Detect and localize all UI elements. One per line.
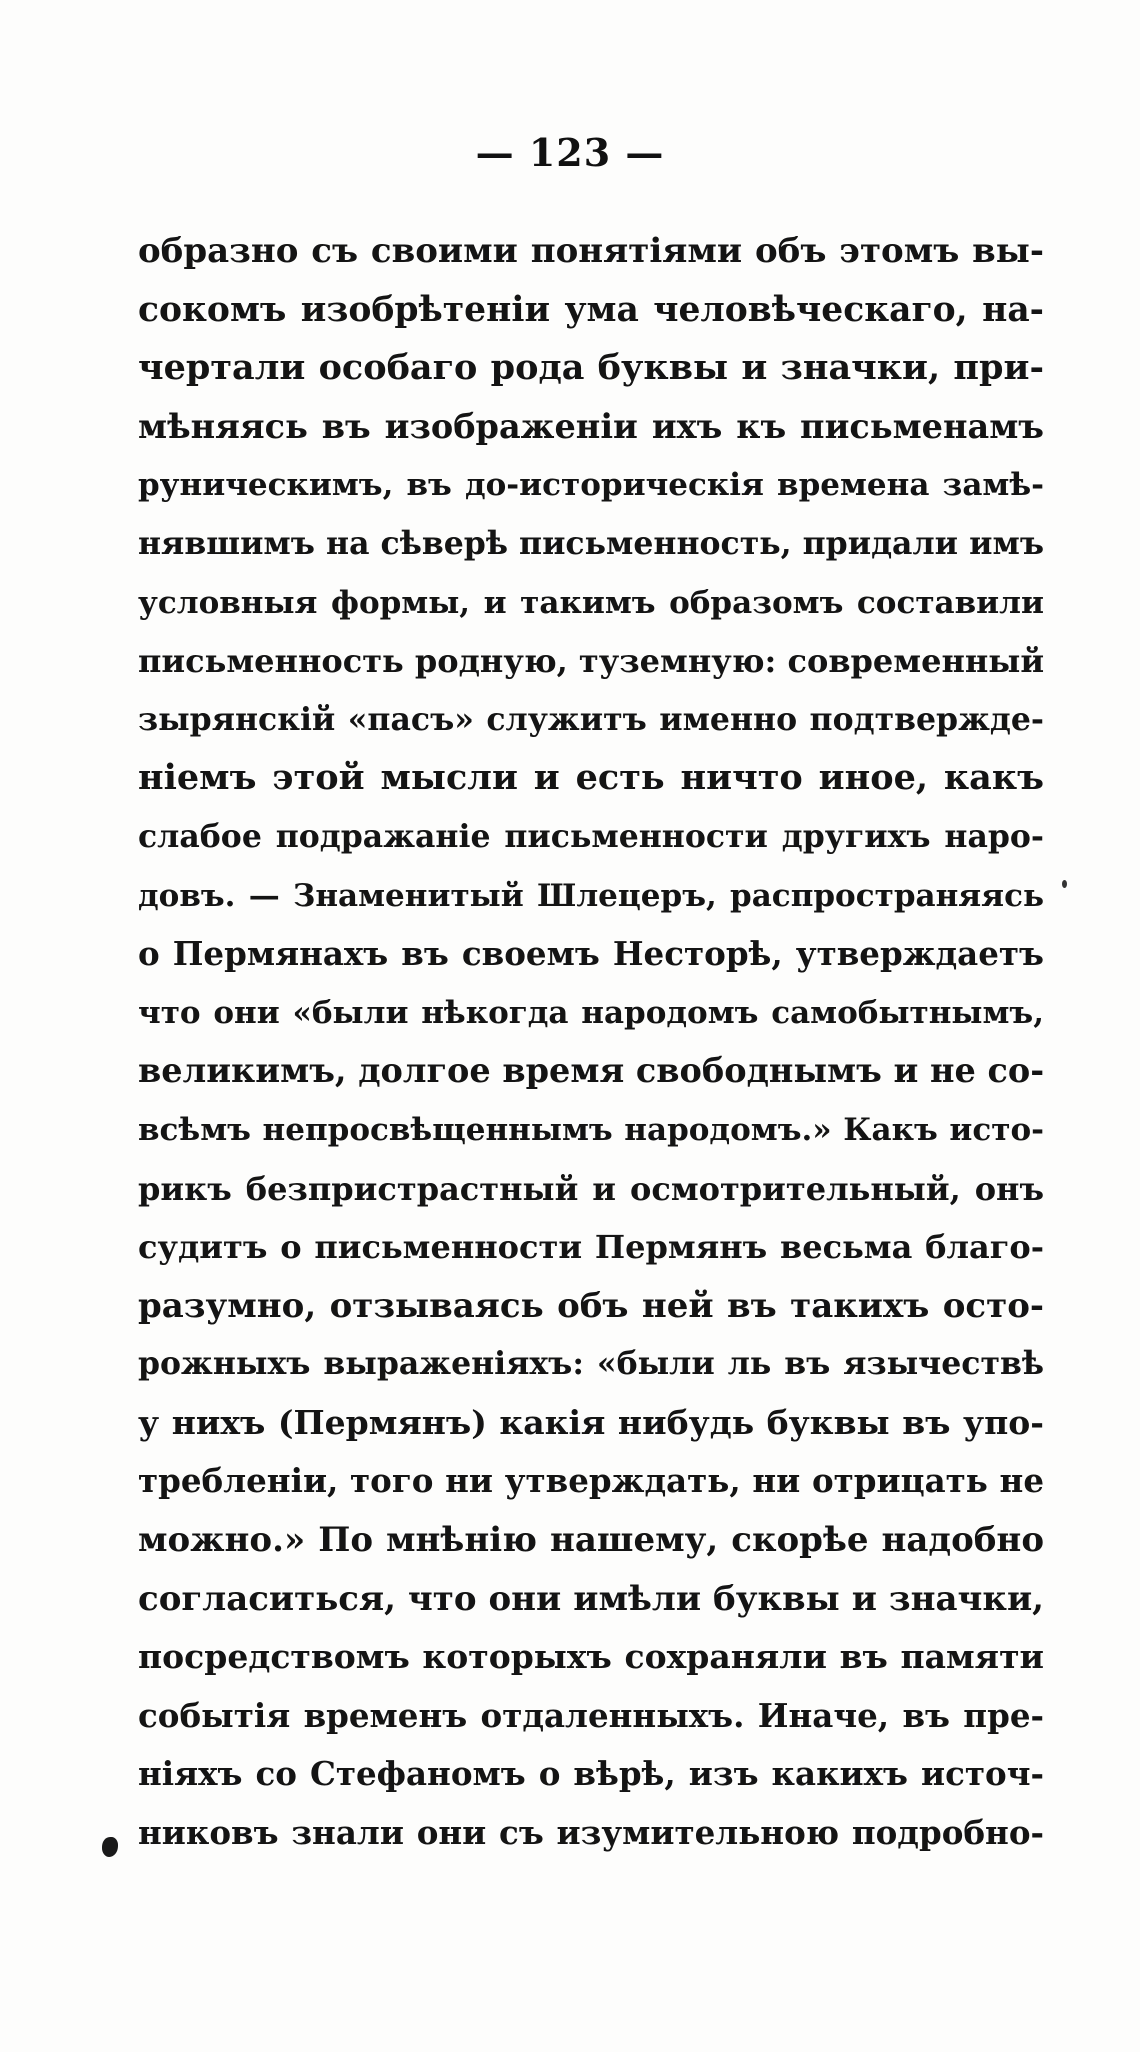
text-line: разумно, отзываясь объ ней въ такихъ осто- xyxy=(138,1285,1044,1326)
text-line: образно съ своими понятіями объ этомъ вы- xyxy=(138,231,1044,271)
text-line: посредствомъ которыхъ сохраняли въ памяти xyxy=(138,1637,1044,1677)
text-line: руническимъ, въ до-историческія времена замѣ- xyxy=(138,467,1044,504)
text-line: условныя формы, и такимъ образомъ составили xyxy=(138,584,1044,621)
text-line: чертали особаго рода буквы и значки, при- xyxy=(138,347,1044,389)
text-line: можно.» По мнѣнію нашему, скорѣе надобно xyxy=(138,1520,1044,1561)
text-line: великимъ, долгое время свободнымъ и не со- xyxy=(138,1051,1045,1091)
text-line: ніемъ этой мысли и есть ничто иное, какъ xyxy=(138,757,1044,799)
text-line: ніяхъ со Стефаномъ о вѣрѣ, изъ какихъ источ- xyxy=(138,1754,1044,1794)
text-line: у нихъ (Пермянъ) какія нибудь буквы въ упо- xyxy=(138,1402,1044,1442)
text-line: довъ. — Знаменитый Шлецеръ, распространяясь xyxy=(138,877,1044,914)
text-line: о Пермянахъ въ своемъ Несторѣ, утверждаетъ xyxy=(138,934,1044,974)
text-line: рожныхъ выраженіяхъ: «были ль въ язычествѣ xyxy=(138,1345,1044,1383)
text-line: рикъ безпристрастный и осмотрительный, онъ xyxy=(138,1169,1044,1208)
text-line: слабое подражаніе письменности другихъ наро- xyxy=(138,817,1044,855)
ink-blot xyxy=(102,1837,118,1857)
text-line: мѣняясь въ изображеніи ихъ къ письменамъ xyxy=(138,406,1044,446)
text-line: согласиться, что они имѣли буквы и значки, xyxy=(138,1578,1044,1619)
text-line: сокомъ изобрѣтеніи ума человѣческаго, на- xyxy=(138,289,1044,330)
text-line: нявшимъ на сѣверѣ письменность, придали имъ xyxy=(138,524,1044,562)
body-text xyxy=(138,222,1044,1863)
text-line: судитъ о письменности Пермянъ весьма благо- xyxy=(138,1228,1044,1267)
margin-ink-mark xyxy=(1062,880,1067,888)
text-line: событія временъ отдаленныхъ. Иначе, въ пре- xyxy=(138,1695,1044,1735)
text-line: требленіи, того ни утверждать, ни отрицать не xyxy=(138,1461,1044,1501)
page-number: — 123 — xyxy=(475,130,665,175)
text-line: никовъ знали они съ изумительною подробно- xyxy=(138,1813,1044,1853)
text-line: письменность родную, туземную: современный xyxy=(138,642,1045,681)
text-line: что они «были нѣкогда народомъ самобытнымъ, xyxy=(138,994,1044,1031)
text-line: всѣмъ непросвѣщеннымъ народомъ.» Какъ исто- xyxy=(138,1111,1044,1148)
text-line: зырянскій «пасъ» служитъ именно подтвержде- xyxy=(138,700,1044,738)
